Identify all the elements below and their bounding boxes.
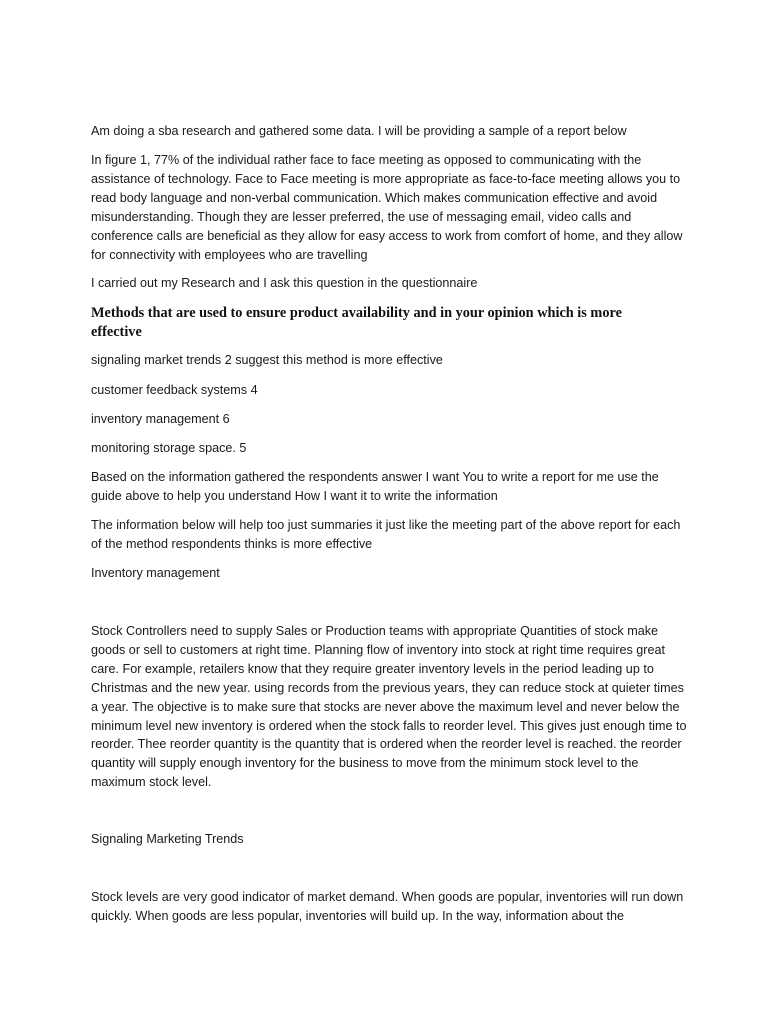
request-paragraph: Based on the information gathered the respondents answer I want You to write a report for me use the guide above to help you understand How I want it to write the information (91, 470, 659, 503)
intro-paragraph: Am doing a sba research and gathered some data. I will be providing a sample of a report below (91, 124, 627, 138)
section-body-trends: Stock levels are very good indicator of market demand. When goods are popular, inventories will run down quickly. When goods are less popular, inventories will build up. In the way, information about the (91, 890, 684, 923)
section-title-trends: Signaling Marketing Trends (91, 832, 244, 846)
response-item: monitoring storage space. 5 (91, 441, 247, 455)
instructions-paragraph: The information below will help too just summaries it just like the meeting part of the above report for each of the method respondents thinks is more effective (91, 518, 681, 551)
response-item: inventory management 6 (91, 412, 230, 426)
sample-report-paragraph: In figure 1, 77% of the individual rather face to face meeting as opposed to communicating with the assistance of technology. Face to Face meeting is more appropriate as face-to-face meeting allows you to read body language and non-verbal communication. Which makes communication effective and avoid misunderstanding. Though they are lesser preferred, the use of messaging email, video calls and conference calls are beneficial as they allow for easy access to work from comfort of home, and they allow for connectivity with employees who are travelling (91, 153, 683, 262)
response-item: customer feedback systems 4 (91, 383, 258, 397)
question-heading: Methods that are used to ensure product availability and in your opinion which is more effective (91, 305, 622, 340)
section-body-inventory: Stock Controllers need to supply Sales or Production teams with appropriate Quantities of stock make goods or sell to customers at right time. Planning flow of inventory into stock at right time requires great care. For example, retailers know that they require greater inventory levels in the period leading up to Christmas and the new year. using records from the previous years, they can reduce stock at quieter times a year. The objective is to make sure that stocks are never above the maximum level and never below the minimum level new inventory is ordered when the stock falls to reorder level. This gives just enough time to reorder. Thee reorder quantity is the quantity that is ordered when the reorder level is reached. the reorder quantity will supply enough inventory for the business to move from the minimum stock level to the maximum stock level. (91, 624, 687, 790)
questionnaire-note: I carried out my Research and I ask this question in the questionnaire (91, 276, 478, 290)
response-item: signaling market trends 2 suggest this method is more effective (91, 353, 443, 367)
section-title-inventory: Inventory management (91, 566, 220, 580)
